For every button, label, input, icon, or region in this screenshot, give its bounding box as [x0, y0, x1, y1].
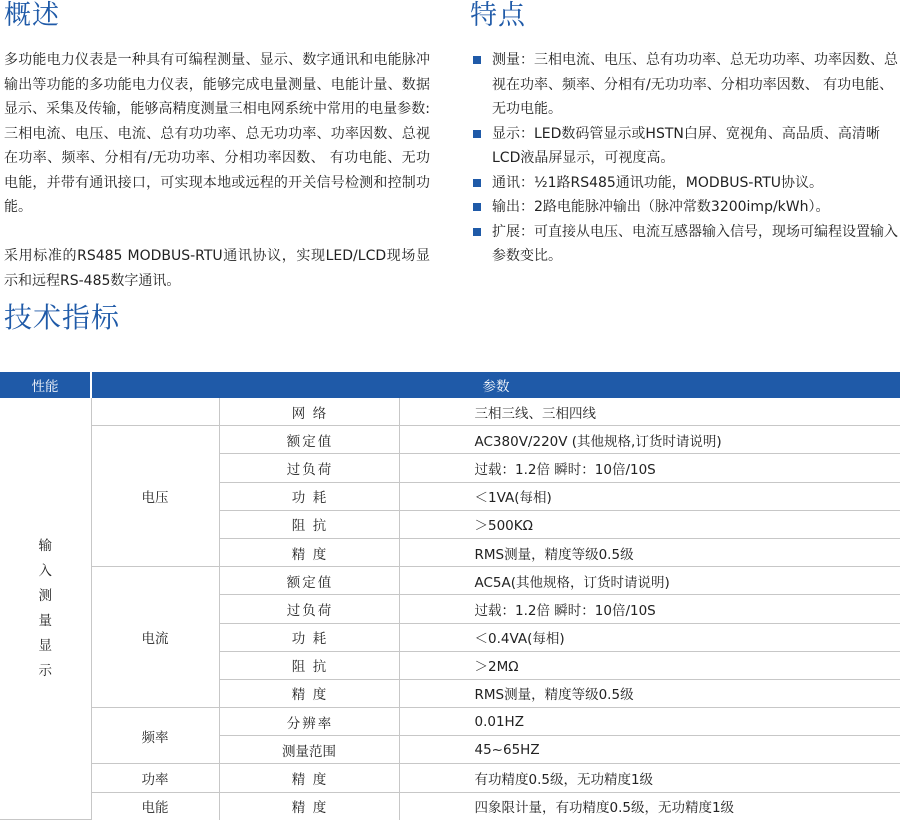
- feature-item: [470, 220, 898, 269]
- square-bullet-icon: [473, 228, 481, 236]
- empty-cell: [91, 398, 219, 426]
- param-label: 阻抗: [219, 510, 399, 538]
- square-bullet-icon: [473, 130, 481, 138]
- sub-current: 电流: [91, 567, 219, 708]
- spec-table: [0, 372, 900, 820]
- tech-spec-title: 技术指标: [4, 301, 121, 334]
- square-bullet-icon: [473, 179, 481, 187]
- param-value: 过载：1.2倍 瞬时：10倍/10S: [399, 595, 900, 623]
- feature-item: [470, 122, 898, 171]
- param-value: AC5A(其他规格，订货时请说明): [399, 567, 900, 595]
- param-label: 额定值: [219, 567, 399, 595]
- sub-energy: 电能: [91, 792, 219, 820]
- param-label: 阻抗: [219, 651, 399, 679]
- sub-power: 功率: [91, 764, 219, 792]
- feature-item: [470, 48, 898, 122]
- feature-text: 扩展：可直接从电压、电流互感器输入信号，现场可编程设置输入参数变比。: [492, 223, 898, 264]
- feature-text: 输出：2路电能脉冲输出（脉冲常数3200imp/kWh）。: [492, 199, 830, 215]
- param-label: 功耗: [219, 482, 399, 510]
- param-label: 测量范围: [219, 736, 399, 764]
- param-value: 三相三线、三相四线: [399, 398, 900, 426]
- param-value: ＜1VA(每相): [399, 482, 900, 510]
- feature-text: 显示：LED数码管显示或HSTN白屏、宽视角、高品质、高清晰LCD液晶屏显示，可视度高。: [492, 125, 880, 166]
- param-label: 过负荷: [219, 454, 399, 482]
- param-label: 功耗: [219, 623, 399, 651]
- table-row: [0, 764, 900, 792]
- table-row: [0, 426, 900, 454]
- param-value: ＞2MΩ: [399, 651, 900, 679]
- group-input-measure-display: [0, 398, 91, 820]
- table-row: [0, 398, 900, 426]
- group-label: 输入测量显示: [38, 537, 52, 679]
- param-value: 过载：1.2倍 瞬时：10倍/10S: [399, 454, 900, 482]
- square-bullet-icon: [473, 56, 481, 64]
- features-title: 特点: [470, 0, 526, 31]
- param-label: 网络: [219, 398, 399, 426]
- table-row: [0, 792, 900, 820]
- sub-frequency: 频率: [91, 708, 219, 764]
- param-value: AC380V/220V (其他规格,订货时请说明): [399, 426, 900, 454]
- param-value: 0.01HZ: [399, 708, 900, 736]
- feature-item: [470, 195, 898, 220]
- table-row: [0, 567, 900, 595]
- features-list: [470, 48, 898, 269]
- square-bullet-icon: [473, 203, 481, 211]
- header-params: 参数: [91, 372, 900, 398]
- feature-item: [470, 171, 898, 196]
- param-label: 过负荷: [219, 595, 399, 623]
- param-label: 额定值: [219, 426, 399, 454]
- param-value: 有功精度0.5级，无功精度1级: [399, 764, 900, 792]
- param-value: 四象限计量，有功精度0.5级，无功精度1级: [474, 800, 735, 817]
- param-value: ＜0.4VA(每相): [399, 623, 900, 651]
- spec-header-row: [0, 372, 900, 398]
- param-label: 精度: [219, 792, 399, 820]
- overview-paragraph-2: 采用标准的RS485 MODBUS-RTU通讯协议，实现LED/LCD现场显示和远程RS-485数字通讯。: [4, 248, 430, 289]
- sub-voltage: 电压: [91, 426, 219, 567]
- param-label: 分辨率: [219, 708, 399, 736]
- table-row: [0, 708, 900, 736]
- overview-title: 概述: [4, 0, 60, 31]
- param-label: 精度: [219, 764, 399, 792]
- param-value: ＞500KΩ: [399, 510, 900, 538]
- param-label: 精度: [219, 538, 399, 566]
- feature-text: 测量：三相电流、电压、总有功功率、总无功功率、功率因数、总视在功率、频率、分相有/无功功率、分相功率因数、 有功电能、无功电能。: [492, 52, 898, 117]
- param-value: RMS测量，精度等级0.5级: [399, 538, 900, 566]
- overview-paragraph-1: 多功能电力仪表是一种具有可编程测量、显示、数字通讯和电能脉冲输出等功能的多功能电力仪表，能够完成电量测量、电能计量、数据显示、采集及传输，能够高精度测量三相电网系统中常用的电量参数:三相电流、电压、电流、总有功功率、总无功功率、功率因数、总视在功率、频率、分相有/无功功率、分相功率因数、 有功电能、无功电能，并带有通讯接口，可实现本地或远程的开关信号检测和控制功能。: [4, 52, 430, 215]
- param-value: 45~65HZ: [399, 736, 900, 764]
- feature-text: 通讯：½1路RS485通讯功能，MODBUS-RTU协议。: [492, 174, 823, 191]
- param-label: 精度: [219, 679, 399, 707]
- param-value: RMS测量，精度等级0.5级: [399, 679, 900, 707]
- header-performance: 性能: [0, 372, 91, 398]
